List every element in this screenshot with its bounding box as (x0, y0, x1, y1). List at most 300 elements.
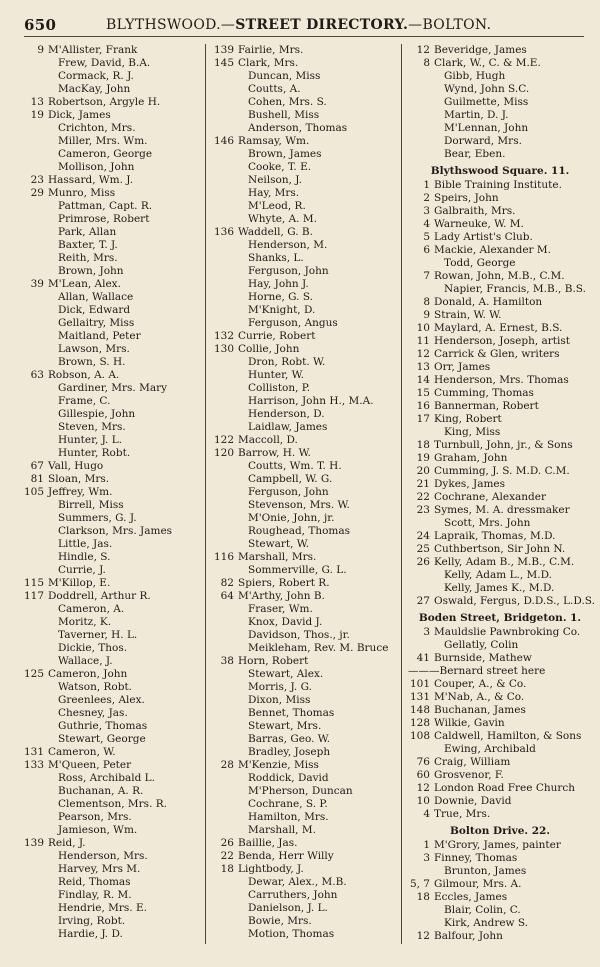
directory-entry (404, 439, 596, 452)
entry-text: Buchanan, James (434, 704, 526, 716)
house-number: 19 (30, 109, 44, 121)
directory-entry (208, 512, 402, 525)
directory-entry (404, 70, 596, 83)
entry-text: M'Queen, Peter (48, 759, 132, 771)
entry-text: Marshall, M. (248, 824, 316, 836)
house-number: 116 (213, 551, 234, 563)
entry-text: Cameron, John (48, 668, 128, 680)
entry-text: Henderson, D. (248, 408, 325, 420)
entry-text: Gibb, Hugh (444, 70, 506, 82)
directory-entry (18, 44, 206, 57)
house-number: 67 (30, 460, 44, 472)
entry-text: Reid, Thomas (58, 876, 131, 888)
entry-text: Laidlaw, James (248, 421, 328, 433)
entry-text: Horne, G. S. (248, 291, 313, 303)
house-number: 125 (23, 668, 44, 680)
entry-text: Hunter, W. (248, 369, 304, 381)
entry-text: Stewart, Mrs. (248, 720, 322, 732)
directory-entry (404, 205, 596, 218)
directory-entry (18, 733, 206, 746)
house-number: 9 (423, 309, 430, 321)
entry-text: Motion, Thomas (248, 928, 335, 940)
entry-text: Napier, Francis, M.B., B.S. (444, 283, 586, 295)
entry-text: Blythswood Square. 11. (430, 165, 570, 177)
house-number: 23 (30, 174, 44, 186)
entry-text: Hunter, Robt. (58, 447, 131, 459)
directory-entry (18, 70, 206, 83)
entry-text: Colliston, P. (248, 382, 311, 394)
entry-text: Chesney, Jas. (58, 707, 128, 719)
entry-text: Bear, Eben. (444, 148, 506, 160)
house-number: 5 (423, 231, 430, 243)
entry-text: M'Arthy, John B. (238, 590, 325, 602)
directory-entry (404, 678, 596, 691)
house-number: 6 (423, 244, 430, 256)
entry-text: Moritz, K. (58, 616, 112, 628)
directory-entry (208, 343, 402, 356)
entry-text: M'Onie, John, jr. (248, 512, 335, 524)
entry-text: Brunton, James (444, 865, 527, 877)
directory-note (404, 665, 596, 678)
directory-entry (18, 369, 206, 382)
directory-entry (18, 226, 206, 239)
entry-text: Dick, James (48, 109, 111, 121)
entry-text: M'Lean, Alex. (48, 278, 121, 290)
directory-entry (18, 876, 206, 889)
directory-entry (208, 135, 402, 148)
column-2 (208, 44, 402, 941)
entry-text: Birrell, Miss (58, 499, 124, 511)
entry-text: Anderson, Thomas (248, 122, 348, 134)
directory-entry (404, 717, 596, 730)
house-number: 82 (220, 577, 234, 589)
directory-entry (404, 652, 596, 665)
entry-text: Cameron, A. (58, 603, 125, 615)
directory-entry (404, 530, 596, 543)
directory-entry (208, 759, 402, 772)
directory-entry (18, 629, 206, 642)
entry-text: Duncan, Miss (248, 70, 321, 82)
entry-text: Mauldslie Pawnbroking Co. (434, 626, 581, 638)
house-number: 4 (423, 808, 430, 820)
directory-entry (404, 96, 596, 109)
directory-entry (18, 408, 206, 421)
directory-entry (208, 772, 402, 785)
directory-entry (208, 902, 402, 915)
house-number: 3 (423, 852, 430, 864)
entry-text: Dick, Edward (58, 304, 131, 316)
entry-text: M'Nab, A., & Co. (434, 691, 525, 703)
directory-entry (208, 421, 402, 434)
entry-text: Guthrie, Thomas (58, 720, 148, 732)
directory-entry (18, 460, 206, 473)
directory-entry (18, 694, 206, 707)
directory-entry (404, 504, 596, 517)
house-number: 38 (220, 655, 234, 667)
entry-text: Henderson, M. (248, 239, 328, 251)
entry-text: Henderson, Joseph, artist (434, 335, 570, 347)
directory-entry (404, 756, 596, 769)
entry-text: Frame, C. (58, 395, 111, 407)
house-number: 23 (416, 504, 430, 516)
entry-text: Buchanan, A. R. (58, 785, 144, 797)
house-number: 136 (213, 226, 234, 238)
entry-text: Barras, Geo. W. (248, 733, 331, 745)
directory-entry (404, 218, 596, 231)
directory-entry (208, 330, 402, 343)
directory-entry (18, 304, 206, 317)
entry-text: Cameron, George (58, 148, 153, 160)
directory-entry (404, 704, 596, 717)
entry-text: Meikleham, Rev. M. Bruce (248, 642, 389, 654)
entry-text: Bolton Drive. 22. (450, 825, 550, 837)
entry-text: Jeffrey, Wm. (48, 486, 113, 498)
entry-text: Waddell, G. B. (238, 226, 313, 238)
entry-text: Collie, John (238, 343, 300, 355)
entry-text: Benda, Herr Willy (238, 850, 334, 862)
directory-entry (18, 395, 206, 408)
entry-text: Hunter, J. L. (58, 434, 123, 446)
directory-entry (404, 852, 596, 865)
directory-entry (18, 83, 206, 96)
house-number: 41 (416, 652, 430, 664)
entry-text: Dewar, Alex., M.B. (248, 876, 347, 888)
street-heading (404, 164, 596, 179)
entry-text: Balfour, John (434, 930, 503, 942)
house-number: 39 (30, 278, 44, 290)
directory-entry (208, 525, 402, 538)
directory-entry (18, 863, 206, 876)
directory-entry (404, 917, 596, 930)
house-number: 24 (416, 530, 430, 542)
entry-text: Lightbody, J. (238, 863, 304, 875)
entry-text: Clark, Mrs. (238, 57, 299, 69)
directory-entry (208, 538, 402, 551)
entry-text: Guilmette, Miss (444, 96, 529, 108)
entry-text: Blair, Colin, C. (444, 904, 521, 916)
directory-entry (208, 668, 402, 681)
directory-entry (404, 179, 596, 192)
entry-text: Wilkie, Gavin (434, 717, 505, 729)
entry-text: M'Allister, Frank (48, 44, 138, 56)
directory-entry (404, 122, 596, 135)
directory-entry (208, 57, 402, 70)
directory-entry (18, 213, 206, 226)
entry-text: Steven, Mrs. (58, 421, 126, 433)
directory-entry (404, 109, 596, 122)
header-center: STREET DIRECTORY. (235, 17, 409, 33)
directory-entry (208, 434, 402, 447)
directory-entry (404, 335, 596, 348)
street-heading (404, 824, 596, 839)
house-number: 13 (30, 96, 44, 108)
directory-entry (18, 889, 206, 902)
entry-text: Kelly, Adam B., M.B., C.M. (434, 556, 575, 568)
directory-entry (18, 850, 206, 863)
entry-text: Bennet, Thomas (248, 707, 335, 719)
directory-entry (18, 785, 206, 798)
directory-entry (18, 915, 206, 928)
entry-text: Park, Allan (58, 226, 117, 238)
directory-entry (18, 161, 206, 174)
house-number: 108 (409, 730, 430, 742)
entry-text: Harrison, John H., M.A. (248, 395, 374, 407)
house-number: 1 (423, 839, 430, 851)
directory-entry (404, 231, 596, 244)
entry-text: Graham, John (434, 452, 508, 464)
header-left: BLYTHSWOOD (106, 17, 217, 33)
directory-entry (404, 83, 596, 96)
directory-entry (18, 135, 206, 148)
house-number: 17 (416, 413, 430, 425)
entry-text: Currie, Robert (238, 330, 316, 342)
entry-text: Beveridge, James (434, 44, 527, 56)
directory-entry (404, 865, 596, 878)
directory-entry (208, 564, 402, 577)
running-title: BLYTHSWOOD.—STREET DIRECTORY.—BOLTON. (106, 17, 492, 33)
entry-text: Kelly, James K., M.D. (444, 582, 555, 594)
entry-text: Dron, Robt. W. (248, 356, 326, 368)
entry-text: Whyte, A. M. (248, 213, 317, 225)
house-number: 76 (416, 756, 430, 768)
entry-text: Coutts, A. (248, 83, 301, 95)
directory-entry (18, 57, 206, 70)
entry-text: Carrick & Glen, writers (434, 348, 560, 360)
directory-entry (208, 200, 402, 213)
directory-entry (18, 772, 206, 785)
directory-entry (208, 460, 402, 473)
entry-text: Maitland, Peter (58, 330, 141, 342)
directory-entry (404, 348, 596, 361)
entry-text: Spiers, Robert R. (238, 577, 330, 589)
directory-entry (208, 161, 402, 174)
entry-text: M'Grory, James, painter (434, 839, 561, 851)
entry-text: M'Leod, R. (248, 200, 306, 212)
directory-entry (18, 590, 206, 603)
entry-text: Reith, Mrs. (58, 252, 118, 264)
directory-entry (18, 343, 206, 356)
entry-text: Cochrane, S. P. (248, 798, 328, 810)
directory-entry (208, 174, 402, 187)
directory-entry (18, 551, 206, 564)
entry-text: Coutts, Wm. T. H. (248, 460, 342, 472)
directory-entry (404, 569, 596, 582)
directory-entry (18, 200, 206, 213)
house-number: 12 (416, 930, 430, 942)
directory-entry (208, 239, 402, 252)
entry-text: Stewart, Alex. (248, 668, 324, 680)
entry-text: Stevenson, Mrs. W. (248, 499, 350, 511)
entry-text: Lady Artist's Club. (434, 231, 533, 243)
directory-entry (18, 96, 206, 109)
entry-text: Hendrie, Mrs. E. (58, 902, 147, 914)
entry-text: Galbraith, Mrs. (434, 205, 516, 217)
entry-text: Gellaitry, Miss (58, 317, 135, 329)
column-1 (18, 44, 206, 941)
directory-entry (208, 499, 402, 512)
entry-text: Orr, James (434, 361, 491, 373)
entry-text: Gilmour, Mrs. A. (434, 878, 522, 890)
house-number: 5, 7 (409, 878, 430, 890)
directory-entry (404, 244, 596, 257)
entry-text: Todd, George (444, 257, 516, 269)
entry-text: Hindle, S. (58, 551, 111, 563)
entry-text: Gellatly, Colin (444, 639, 519, 651)
entry-text: Sloan, Mrs. (48, 473, 110, 485)
header-right: BOLTON. (422, 17, 492, 33)
entry-text: Donald, A. Hamilton (434, 296, 543, 308)
directory-entry (18, 902, 206, 915)
entry-text: Brown, James (248, 148, 322, 160)
directory-entry (18, 720, 206, 733)
directory-entry (18, 655, 206, 668)
entry-text: Little, Jas. (58, 538, 113, 550)
house-number: 8 (423, 296, 430, 308)
entry-text: Danielson, J. L. (248, 902, 328, 914)
directory-entry (18, 291, 206, 304)
directory-entry (404, 491, 596, 504)
directory-entry (208, 96, 402, 109)
directory-entry (18, 434, 206, 447)
entry-text: Brown, John (58, 265, 124, 277)
house-number: 25 (416, 543, 430, 555)
house-number: 9 (37, 44, 44, 56)
entry-text: Ferguson, John (248, 486, 329, 498)
entry-text: Sommerville, G. L. (248, 564, 347, 576)
entry-text: Primrose, Robert (58, 213, 150, 225)
house-number: 10 (416, 795, 430, 807)
entry-text: Grosvenor, F. (434, 769, 504, 781)
house-number: 4 (423, 218, 430, 230)
house-number: 19 (416, 452, 430, 464)
house-number: 22 (416, 491, 430, 503)
house-number: 130 (213, 343, 234, 355)
entry-text: Lawson, Mrs. (58, 343, 130, 355)
directory-entry (18, 681, 206, 694)
directory-entry (208, 798, 402, 811)
entry-text: Pattman, Capt. R. (58, 200, 153, 212)
directory-entry (18, 707, 206, 720)
entry-text: Clark, W., C. & M.E. (434, 57, 541, 69)
entry-text: Hardie, J. D. (58, 928, 123, 940)
house-number: 7 (423, 270, 430, 282)
directory-entry (208, 83, 402, 96)
entry-text: Ferguson, Angus (248, 317, 338, 329)
directory-entry (404, 374, 596, 387)
entry-text: Taverner, H. L. (58, 629, 138, 641)
directory-entry (404, 782, 596, 795)
entry-text: Maylard, A. Ernest, B.S. (434, 322, 563, 334)
entry-text: ———Bernard street here (408, 665, 546, 677)
house-number: 14 (416, 374, 430, 386)
entry-text: Fraser, Wm. (248, 603, 313, 615)
directory-entry (18, 382, 206, 395)
page-header (24, 14, 584, 37)
entry-text: Hamilton, Mrs. (248, 811, 329, 823)
directory-entry (404, 478, 596, 491)
directory-entry (208, 382, 402, 395)
house-number: 131 (409, 691, 430, 703)
entry-text: Reid, J. (48, 837, 86, 849)
entry-text: Barrow, H. W. (238, 447, 311, 459)
directory-entry (18, 512, 206, 525)
directory-entry (18, 577, 206, 590)
entry-text: Bible Training Institute. (434, 179, 562, 191)
directory-entry (404, 891, 596, 904)
directory-entry (404, 465, 596, 478)
entry-text: Gardiner, Mrs. Mary (58, 382, 168, 394)
entry-text: Munro, Miss (48, 187, 116, 199)
directory-entry (208, 655, 402, 668)
directory-entry (404, 426, 596, 439)
directory-entry (208, 304, 402, 317)
directory-entry (208, 681, 402, 694)
entry-text: Bannerman, Robert (434, 400, 539, 412)
directory-entry (208, 356, 402, 369)
directory-entry (404, 296, 596, 309)
entry-text: Downie, David (434, 795, 512, 807)
entry-text: Ross, Archibald L. (58, 772, 155, 784)
entry-text: Horn, Robert (238, 655, 309, 667)
directory-entry (404, 769, 596, 782)
entry-text: Cumming, J. S. M.D. C.M. (434, 465, 570, 477)
entry-text: Wynd, John S.C. (444, 83, 530, 95)
house-number: 132 (213, 330, 234, 342)
directory-entry (18, 668, 206, 681)
entry-text: Stewart, W. (248, 538, 310, 550)
entry-text: Rowan, John, M.B., C.M. (434, 270, 565, 282)
directory-entry (18, 928, 206, 941)
directory-entry (208, 44, 402, 57)
entry-text: Stewart, George (58, 733, 146, 745)
entry-text: Findlay, R. M. (58, 889, 132, 901)
directory-entry (404, 44, 596, 57)
directory-entry (208, 616, 402, 629)
entry-text: Dickie, Thos. (58, 642, 128, 654)
entry-text: Bushell, Miss (248, 109, 320, 121)
house-number: 18 (416, 439, 430, 451)
entry-text: Carruthers, John (248, 889, 338, 901)
entry-text: Bradley, Joseph (248, 746, 331, 758)
directory-entry (208, 551, 402, 564)
house-number: 3 (423, 205, 430, 217)
house-number: 146 (213, 135, 234, 147)
directory-entry (208, 889, 402, 902)
directory-entry (18, 759, 206, 772)
directory-entry (404, 361, 596, 374)
house-number: 12 (416, 44, 430, 56)
entry-text: Craig, William (434, 756, 511, 768)
house-number: 16 (416, 400, 430, 412)
entry-text: Clementson, Mrs. R. (58, 798, 167, 810)
directory-entry (208, 213, 402, 226)
directory-entry (18, 538, 206, 551)
house-number: 1 (423, 179, 430, 191)
house-number: 27 (416, 595, 430, 607)
directory-entry (18, 473, 206, 486)
directory-entry (208, 590, 402, 603)
entry-text: Oswald, Fergus, D.D.S., L.D.S. (434, 595, 595, 607)
entry-text: Cuthbertson, Sir John N. (434, 543, 566, 555)
directory-entry (18, 187, 206, 200)
entry-text: Cohen, Mrs. S. (248, 96, 327, 108)
directory-entry (208, 122, 402, 135)
entry-text: London Road Free Church (434, 782, 576, 794)
house-number: 133 (23, 759, 44, 771)
entry-text: M'Knight, D. (248, 304, 316, 316)
entry-text: Clarkson, Mrs. James (58, 525, 173, 537)
directory-entry (18, 486, 206, 499)
